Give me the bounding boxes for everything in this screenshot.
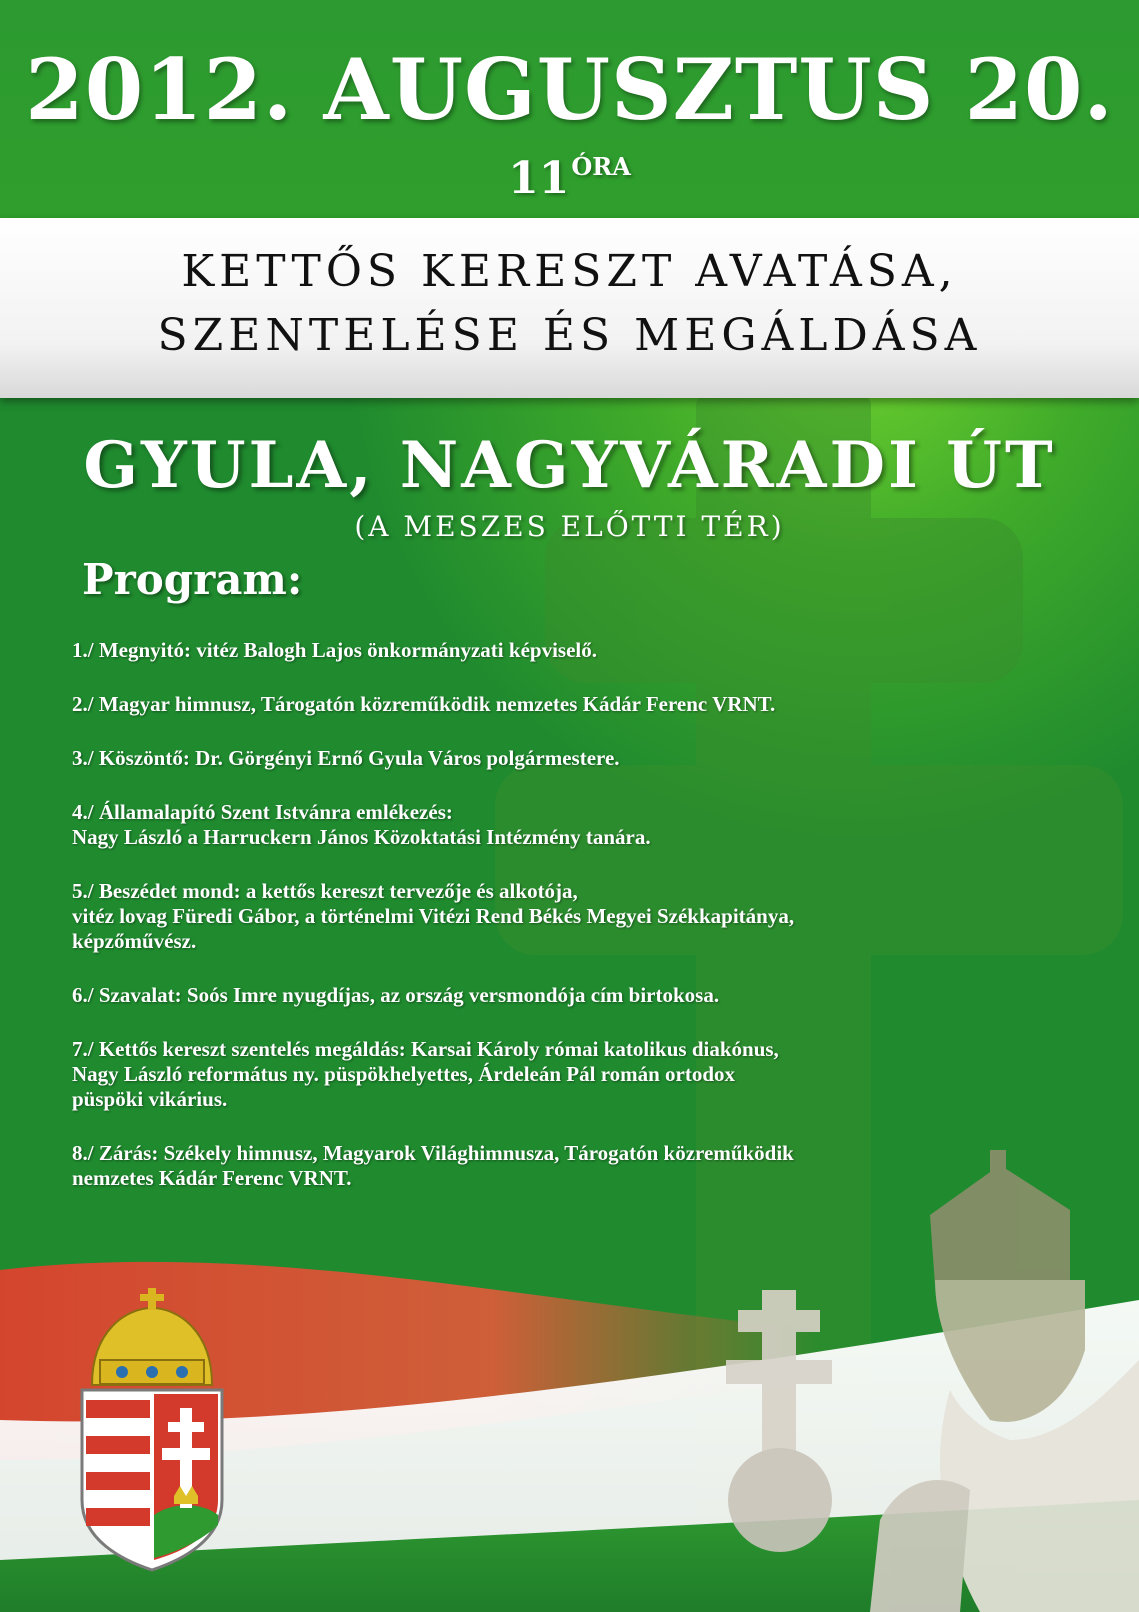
program-item-line: 5./ Beszédet mond: a kettős kereszt tervezője és alkotója, bbox=[72, 879, 578, 903]
program-item-line: képzőművész. bbox=[72, 929, 197, 953]
program-item-line: vitéz lovag Füredi Gábor, a történelmi Vitézi Rend Békés Megyei Székkapitánya, bbox=[72, 904, 795, 928]
location-subtitle: (A MESZES ELŐTTI TÉR) bbox=[354, 510, 785, 543]
program-item-line: 7./ Kettős kereszt szentelés megáldás: Karsai Károly római katolikus diakónus, bbox=[72, 1037, 779, 1061]
program-item-line: Nagy László református ny. püspökhelyettes, Árdeleán Pál román ortodox bbox=[72, 1062, 736, 1086]
program-item-line: 6./ Szavalat: Soós Imre nyugdíjas, az ország versmondója cím birtokosa. bbox=[72, 983, 720, 1007]
location-title: GYULA, NAGYVÁRADI ÚT bbox=[83, 428, 1056, 503]
program-item-line: 8./ Zárás: Székely himnusz, Magyarok Világhimnusza, Tárogatón közreműködik bbox=[72, 1141, 794, 1165]
hour-number: 11 bbox=[508, 153, 570, 204]
program-item-line: Nagy László a Harruckern János Közoktatási Intézmény tanára. bbox=[72, 825, 651, 849]
program-item-line: püspöki vikárius. bbox=[72, 1087, 228, 1111]
event-date: 2012. AUGUSZTUS 20. bbox=[25, 40, 1114, 139]
program-title: Program: bbox=[82, 555, 303, 604]
hour-unit: ÓRA bbox=[571, 152, 631, 181]
ceremony-line-2: SZENTELÉSE ÉS MEGÁLDÁSA bbox=[157, 310, 982, 361]
program-item-line: nemzetes Kádár Ferenc VRNT. bbox=[72, 1166, 352, 1190]
program-item-line: 2./ Magyar himnusz, Tárogatón közreműködik nemzetes Kádár Ferenc VRNT. bbox=[72, 692, 776, 716]
program-item-line: 4./ Államalapító Szent Istvánra emlékezés: bbox=[72, 800, 453, 824]
ceremony-line-1: KETTŐS KERESZT AVATÁSA, bbox=[181, 246, 958, 297]
program-item-line: 1./ Megnyitó: vitéz Balogh Lajos önkormányzati képviselő. bbox=[72, 638, 597, 662]
program-item-line: 3./ Köszöntő: Dr. Görgényi Ernő Gyula Város polgármestere. bbox=[72, 746, 620, 770]
